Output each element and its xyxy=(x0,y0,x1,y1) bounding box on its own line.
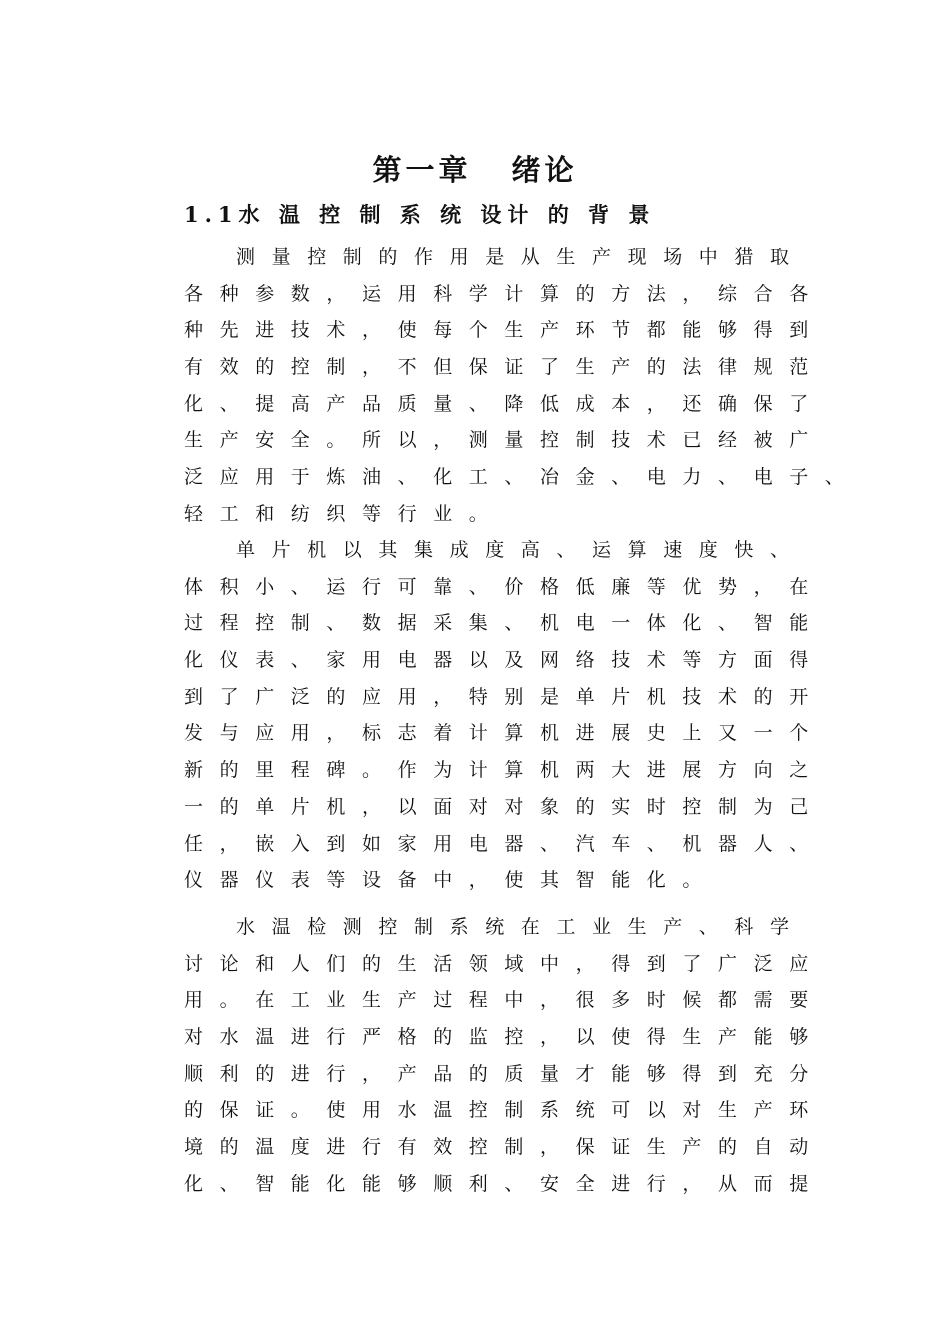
paragraph-line: 对水温进行严格的监控，以使得生产能够 xyxy=(184,1026,825,1049)
paragraph-line: 各种参数，运用科学计算的方法，综合各 xyxy=(184,282,825,305)
paragraph-line: 体积小、运行可靠、价格低廉等优势，在 xyxy=(184,575,825,598)
chapter-name: 绪论 xyxy=(511,153,578,187)
paragraph-line: 化、智能化能够顺利、安全进行，从而提 xyxy=(184,1172,825,1195)
paragraph-line: 境的温度进行有效控制，保证生产的自动 xyxy=(184,1136,825,1159)
paragraph-line: 讨论和人们的生活领域中，得到了广泛应 xyxy=(184,952,825,975)
paragraph-line: 过程控制、数据采集、机电一体化、智能 xyxy=(184,612,825,635)
chapter-number: 第一章 xyxy=(372,153,472,187)
paragraph-line: 种先进技术，使每个生产环节都能够得到 xyxy=(184,319,825,342)
paragraph-line: 化、提高产品质量、降低成本，还确保了 xyxy=(184,392,825,415)
paragraph-line: 用。在工业生产过程中，很多时候都需要 xyxy=(184,989,825,1012)
paragraph-line: 生产安全。所以，测量控制技术已经被广 xyxy=(184,429,825,452)
paragraph-2 xyxy=(184,532,834,899)
paragraph-line: 仪器仪表等设备中，使其智能化。 xyxy=(184,869,719,892)
paragraph-line: 轻工和纺织等行业。 xyxy=(184,502,505,525)
paragraph-line: 泛应用于炼油、化工、冶金、电力、电子、 xyxy=(184,466,861,489)
paragraph-line: 一的单片机，以面对对象的实时控制为己 xyxy=(184,795,825,818)
paragraph-line: 测量控制的作用是从生产现场中猎取 xyxy=(236,246,806,268)
paragraph-1 xyxy=(184,239,861,533)
paragraph-line: 发与应用，标志着计算机进展史上又一个 xyxy=(184,722,825,745)
paragraph-3 xyxy=(184,909,834,1203)
paragraph-line: 有效的控制，不但保证了生产的法律规范 xyxy=(184,356,825,379)
paragraph-line: 新的里程碑。作为计算机两大进展方向之 xyxy=(184,759,825,782)
paragraph-line: 水温检测控制系统在工业生产、科学 xyxy=(236,916,806,938)
paragraph-line: 单片机以其集成度高、运算速度快、 xyxy=(236,539,806,561)
chapter-title xyxy=(0,148,950,189)
paragraph-line: 化仪表、家用电器以及网络技术等方面得 xyxy=(184,649,825,672)
paragraph-line: 到了广泛的应用，特别是单片机技术的开 xyxy=(184,685,825,708)
section-title: 1.1水 温 控 制 系 统 设计 的 背 景 xyxy=(184,202,656,227)
paragraph-line: 顺利的进行，产品的质量才能够得到充分 xyxy=(184,1062,825,1085)
paragraph-line: 的保证。使用水温控制系统可以对生产环 xyxy=(184,1099,825,1122)
paragraph-line: 任，嵌入到如家用电器、汽车、机器人、 xyxy=(184,832,825,855)
